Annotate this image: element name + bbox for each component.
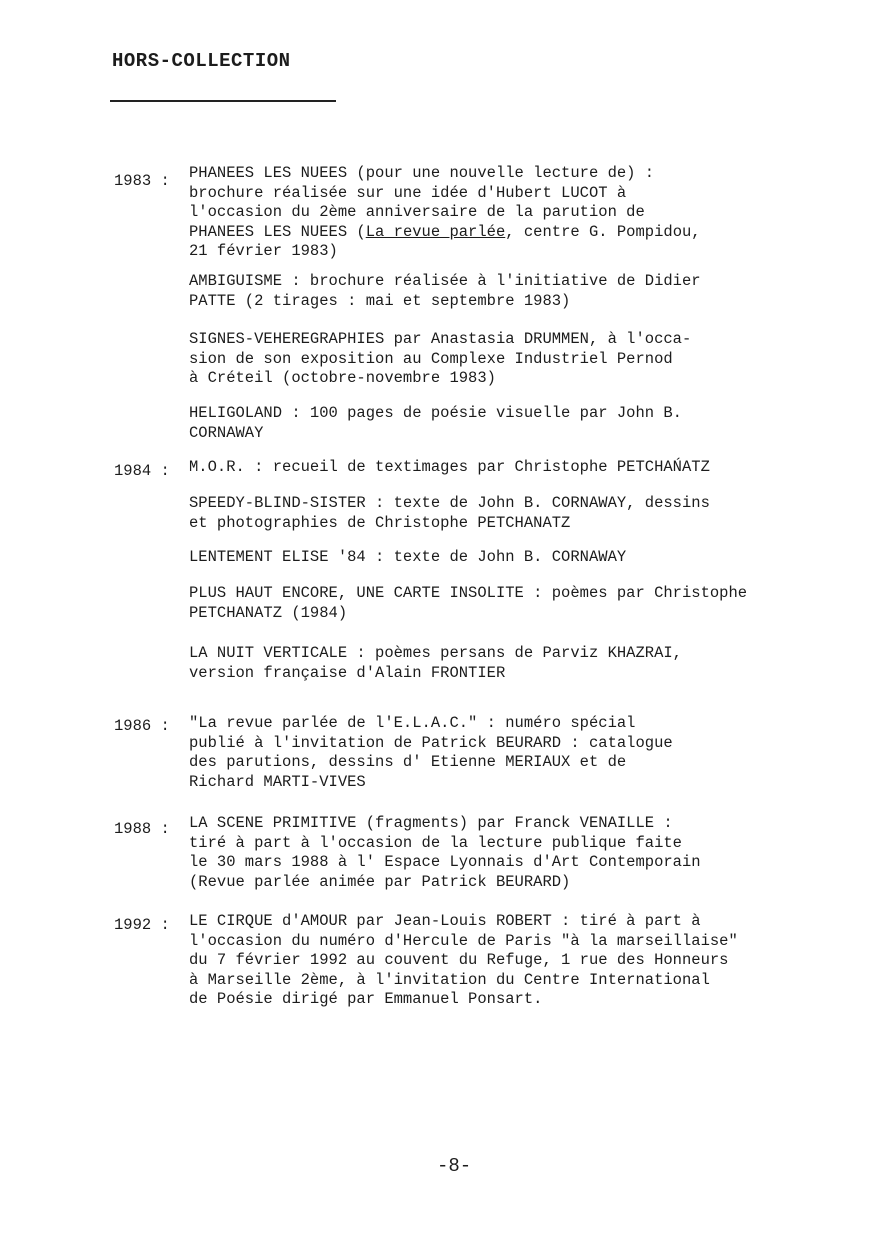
text-line: (Revue parlée animée par Patrick BEURARD) [189, 872, 571, 891]
text-line: HELIGOLAND : 100 pages de poésie visuelle par John B. [189, 404, 682, 422]
text-line: le 30 mars 1988 à l' Espace Lyonnais d'Art Contemporain [189, 853, 701, 871]
text-line: PETCHANATZ (1984) [189, 603, 348, 622]
title-underline [110, 100, 336, 102]
year-1988: 1988 : [114, 820, 170, 838]
entry-1988-scene [189, 814, 839, 892]
entry-1992-cirque [189, 912, 839, 1010]
entry-1983-signes [189, 330, 839, 389]
entry-1984-lentement [189, 548, 839, 568]
underlined-title: La revue parlée [365, 222, 506, 241]
text-line: de Poésie dirigé par Emmanuel Ponsart. [189, 990, 543, 1008]
text-line: brochure réalisée sur une idée d'Hubert LUCOT à [189, 183, 627, 202]
text-line: sion de son exposition au Complexe Industriel Pernod [189, 349, 673, 368]
entry-1984-mor [189, 458, 839, 478]
text-line: publié à l'invitation de Patrick BEURARD : catalogue [189, 733, 673, 752]
text-line: PATTE (2 tirages : mai et septembre 1983) [189, 291, 571, 310]
text-line: et photographies de Christophe PETCHANATZ [189, 513, 571, 532]
text-line: des parutions, dessins d' Etienne MERIAUX et de [189, 753, 627, 771]
entry-1984-plus-haut [189, 584, 839, 623]
text-line: LE CIRQUE d'AMOUR par Jean-Louis ROBERT : tiré à part à [189, 912, 701, 930]
text-line: LA NUIT VERTICALE : poèmes persans de Parviz KHAZRAI, [189, 644, 682, 662]
text-line: l'occasion du 2ème anniversaire de la parution de [189, 203, 645, 221]
text-line: 21 février 1983) [189, 242, 338, 260]
text-line: CORNAWAY [189, 423, 264, 442]
text-line: à Créteil (octobre-novembre 1983) [189, 369, 496, 387]
text-line: à Marseille 2ème, à l'invitation du Centre International [189, 970, 710, 989]
text-line: PLUS HAUT ENCORE, UNE CARTE INSOLITE : poèmes par Christophe [189, 584, 748, 602]
text-line: PHANEES LES NUEES (pour une nouvelle lecture de) : [189, 164, 655, 182]
entry-1984-nuit [189, 644, 839, 683]
page-number: -8- [437, 1155, 472, 1177]
text-line: LENTEMENT ELISE '84 : texte de John B. CORNAWAY [189, 548, 627, 566]
text-line: tiré à part à l'occasion de la lecture publique faite [189, 833, 682, 852]
text-line: , centre G. Pompidou, [505, 222, 701, 241]
entry-1986-revue [189, 714, 839, 792]
entry-1984-speedy [189, 494, 839, 533]
text-line: M.O.R. : recueil de textimages par Christophe PETCHAŃATZ [189, 458, 710, 476]
text-line: du 7 février 1992 au couvent du Refuge, 1 rue des Honneurs [189, 951, 729, 969]
year-1986: 1986 : [114, 717, 170, 735]
year-1984: 1984 : [114, 462, 170, 480]
entry-1983-heligoland [189, 404, 839, 443]
text-line: AMBIGUISME : brochure réalisée à l'initiative de Didier [189, 272, 701, 290]
entry-1983-ambiguisme [189, 272, 839, 311]
text-line: PHANEES LES NUEES ( [189, 222, 366, 241]
text-line: LA SCENE PRIMITIVE (fragments) par Franck VENAILLE : [189, 814, 673, 832]
text-line: SIGNES-VEHEREGRAPHIES par Anastasia DRUMMEN, à l'occa- [189, 330, 692, 348]
entry-1983-phanees [189, 164, 839, 262]
text-line: Richard MARTI-VIVES [189, 772, 366, 791]
text-line: SPEEDY-BLIND-SISTER : texte de John B. CORNAWAY, dessins [189, 494, 710, 512]
text-line: "La revue parlée de l'E.L.A.C." : numéro spécial [189, 714, 636, 732]
text-line: l'occasion du numéro d'Hercule de Paris "à la marseillaise" [189, 931, 738, 950]
year-1983: 1983 : [114, 172, 170, 190]
section-title: HORS-COLLECTION [112, 50, 291, 72]
year-1992: 1992 : [114, 916, 170, 934]
text-line: version française d'Alain FRONTIER [189, 663, 506, 682]
